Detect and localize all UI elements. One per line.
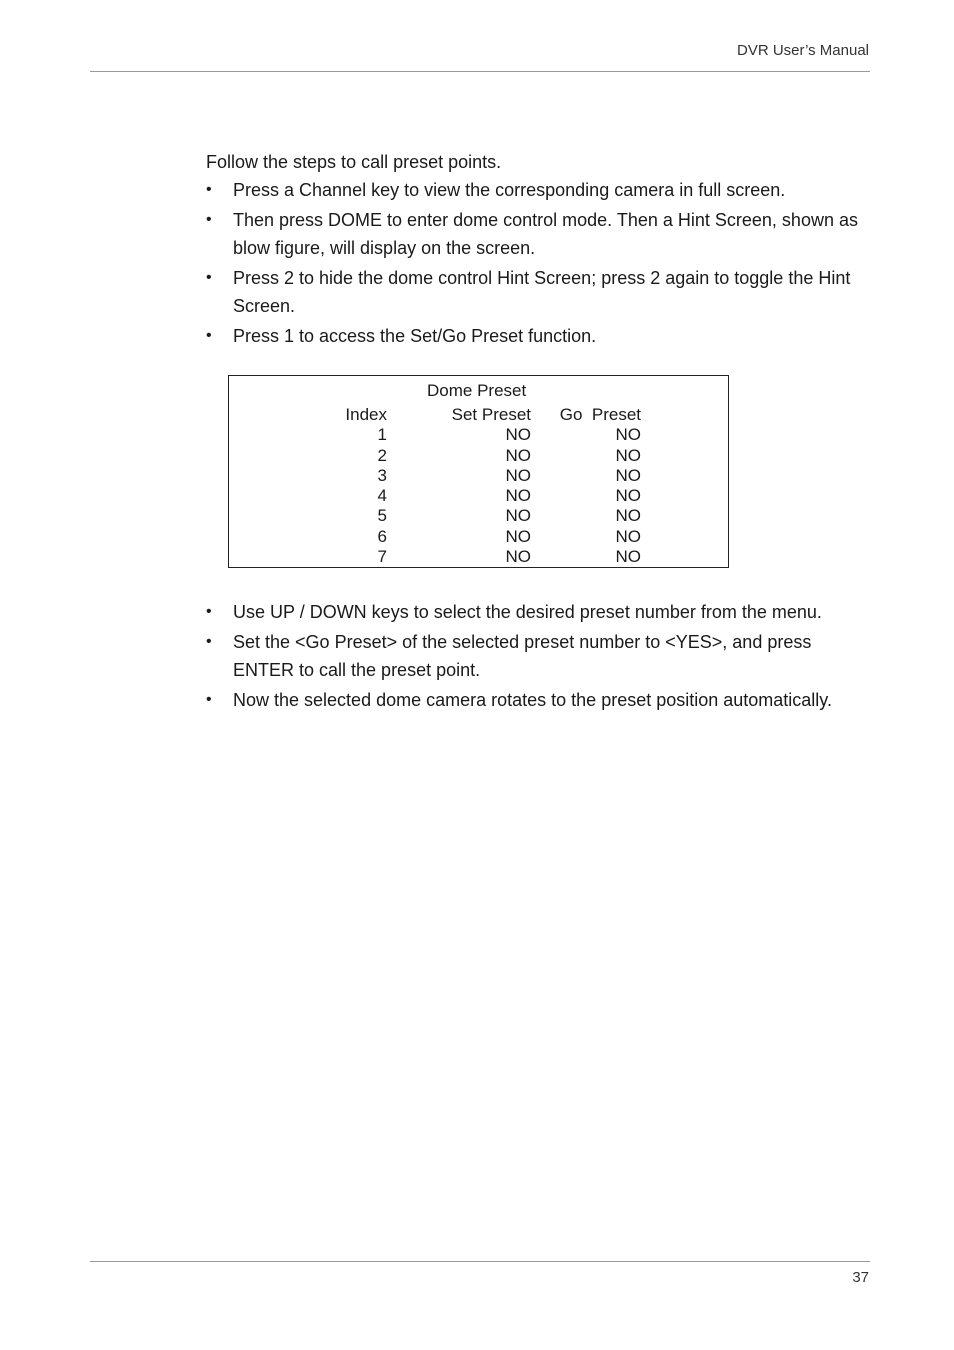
list-item: • Now the selected dome camera rotates to the preset position automatically. (206, 686, 876, 714)
running-header: DVR User’s Manual (737, 42, 869, 59)
table-cell: NO (505, 526, 531, 546)
list-item: • Then press DOME to enter dome control mode. Then a Hint Screen, shown as blow figure, will display on the screen. (206, 206, 876, 262)
table-cell: 6 (377, 526, 387, 546)
table-cell: NO (615, 445, 641, 465)
table-cell: 7 (377, 547, 387, 567)
table-cell: 5 (377, 506, 387, 526)
table-cell: NO (505, 465, 531, 485)
preset-screen-title: Dome Preset (427, 381, 527, 400)
steps-before-list (206, 176, 876, 352)
bullet-icon: • (206, 327, 212, 344)
list-item: • Use UP / DOWN keys to select the desired preset number from the menu. (206, 598, 876, 626)
footer-divider (90, 1261, 870, 1262)
bullet-icon: • (206, 691, 212, 708)
go-preset-column (549, 405, 641, 567)
table-cell: NO (505, 486, 531, 506)
list-item: • Press a Channel key to view the corresponding camera in full screen. (206, 176, 876, 204)
steps-after-list (206, 598, 876, 716)
bullet-icon: • (206, 633, 212, 650)
dome-preset-screen (228, 375, 729, 568)
list-item: • Set the <Go Preset> of the selected preset number to <YES>, and press ENTER to call the preset point. (206, 628, 876, 684)
intro-paragraph: Follow the steps to call preset points. (206, 152, 502, 172)
table-cell: NO (615, 547, 641, 567)
table-cell: 2 (377, 445, 387, 465)
list-item: • Press 2 to hide the dome control Hint Screen; press 2 again to toggle the Hint Screen. (206, 264, 876, 320)
list-item: • Press 1 to access the Set/Go Preset function. (206, 322, 876, 350)
table-cell: NO (615, 465, 641, 485)
bullet-icon: • (206, 269, 212, 286)
column-header-set-preset: Set Preset (451, 405, 531, 424)
table-cell: NO (505, 547, 531, 567)
table-cell: NO (615, 425, 641, 445)
table-cell: NO (615, 526, 641, 546)
table-cell: 3 (377, 465, 387, 485)
header-divider (90, 71, 870, 72)
table-cell: NO (505, 425, 531, 445)
bullet-icon: • (206, 603, 212, 620)
table-cell: NO (505, 445, 531, 465)
bullet-icon: • (206, 181, 212, 198)
set-preset-column (429, 405, 531, 567)
bullet-icon: • (206, 211, 212, 228)
table-cell: NO (505, 506, 531, 526)
column-header-index: Index (345, 405, 387, 424)
table-cell: 4 (377, 486, 387, 506)
column-header-go-preset: Go Preset (559, 405, 641, 424)
index-column (329, 405, 387, 567)
page-number: 37 (852, 1269, 869, 1286)
table-cell: NO (615, 486, 641, 506)
table-cell: NO (615, 506, 641, 526)
table-cell: 1 (377, 425, 387, 445)
